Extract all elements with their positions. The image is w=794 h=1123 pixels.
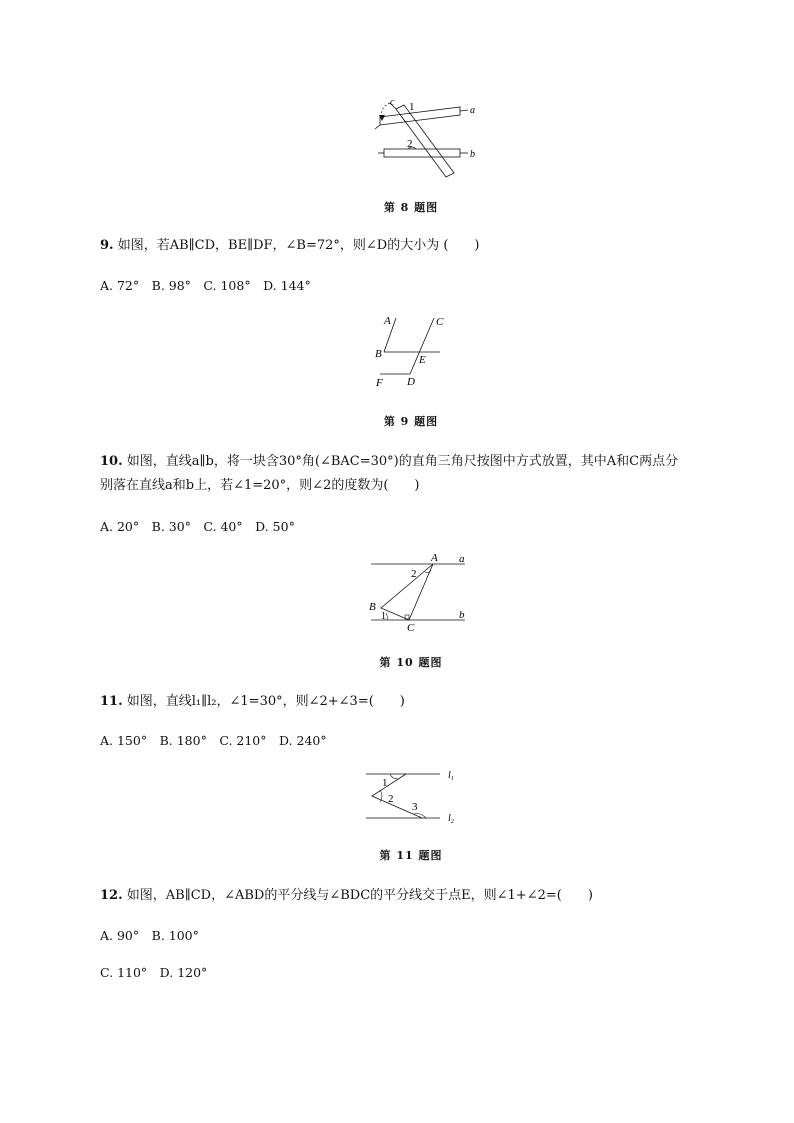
question-11-text: 如图，直线l₁∥l₂，∠1=30°，则∠2+∠3=( ): [126, 694, 405, 709]
fig9-label-B: B: [375, 348, 382, 360]
question-10-line1: 如图，直线a∥b，将一块含30°角(∠BAC=30°)的直角三角尺按图中方式放置，其中A和C两点分: [126, 454, 679, 469]
question-9-text: 如图，若AB∥CD，BE∥DF，∠B=72°，则∠D的大小为 ( ): [117, 238, 480, 253]
fig10-label-B: B: [369, 601, 376, 613]
question-10: [100, 450, 700, 474]
question-11-number: 11.: [100, 694, 123, 709]
fig9-caption: 第 9 题图: [383, 415, 439, 428]
fig10-label-C: C: [407, 622, 415, 634]
fig10-label-2: 2: [411, 568, 417, 580]
fig8-label-c: c: [390, 97, 395, 108]
figure-10: [365, 550, 475, 635]
fig10-caption: 第 10 题图: [379, 656, 443, 669]
fig10-label-a: a: [459, 553, 465, 565]
fig9-label-E: E: [419, 354, 426, 366]
question-11: [100, 690, 700, 714]
fig9-label-A: A: [384, 315, 391, 327]
question-9-options: A. 72° B. 98° C. 108° D. 144°: [100, 278, 311, 293]
fig9-label-F: F: [376, 377, 383, 389]
question-10-options: A. 20° B. 30° C. 40° D. 50°: [100, 519, 295, 534]
fig11-label-l2: $l_2$: [448, 813, 454, 825]
fig8-label-2: 2: [407, 138, 413, 150]
fig11-label-l1: $l_1$: [448, 770, 454, 782]
fig10-label-A: A: [431, 552, 438, 564]
figure-9: [370, 312, 450, 392]
question-12-text: 如图，AB∥CD，∠ABD的平分线与∠BDC的平分线交于点E，则∠1+∠2=( ): [126, 888, 593, 903]
question-10-line2: 别落在直线a和b上，若∠1=20°，则∠2的度数为( ): [100, 478, 420, 493]
figure-8: [360, 95, 490, 185]
question-9-number: 9.: [100, 238, 114, 253]
question-11-options: A. 150° B. 180° C. 210° D. 240°: [100, 733, 327, 748]
fig9-label-D: D: [407, 376, 415, 388]
question-12-options-row1: A. 90° B. 100°: [100, 928, 199, 943]
question-10-number: 10.: [100, 454, 123, 469]
fig8-caption: 第 8 题图: [383, 201, 439, 214]
fig9-label-C: C: [436, 316, 444, 328]
question-9: [100, 234, 700, 258]
fig11-caption: 第 11 题图: [379, 849, 443, 862]
figure-11: [360, 766, 470, 828]
fig8-label-b: b: [470, 149, 475, 160]
question-12-options-row2: C. 110° D. 120°: [100, 965, 208, 980]
fig8-label-a: a: [470, 105, 475, 116]
fig11-label-1: 1: [382, 777, 388, 789]
fig10-label-b: b: [459, 609, 465, 621]
fig11-label-2: 2: [388, 793, 394, 805]
question-12: [100, 884, 700, 908]
fig8-label-1: 1: [409, 101, 415, 113]
fig10-label-1: 1: [381, 611, 386, 622]
question-12-number: 12.: [100, 888, 123, 903]
fig11-label-3: 3: [412, 801, 418, 813]
